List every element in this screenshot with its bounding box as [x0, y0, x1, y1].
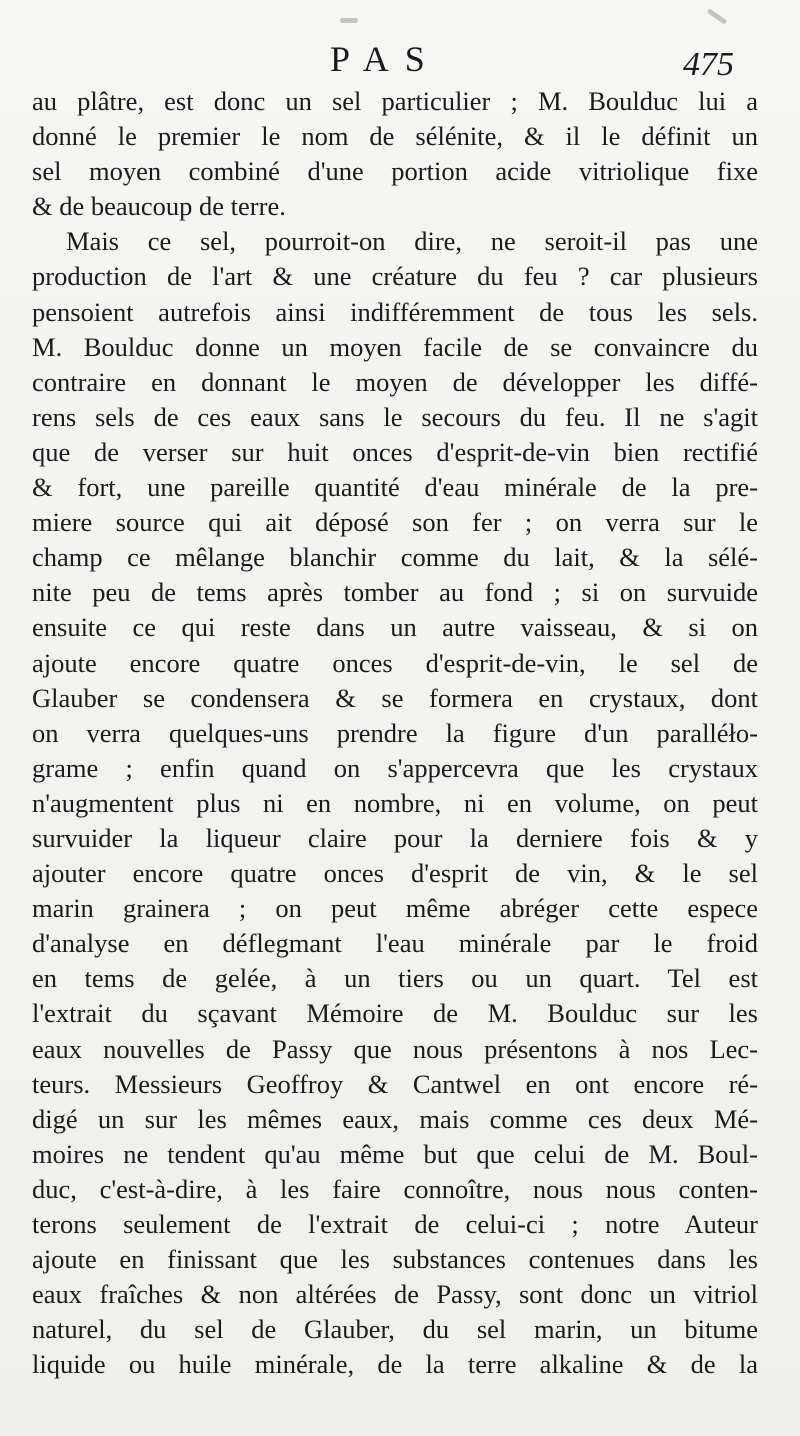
text-line: duc, c'est-à-dire, à les faire connoître, nous nous conten- [32, 1173, 758, 1204]
text-line: sel moyen combiné d'une portion acide vitriolique fixe [32, 156, 758, 187]
text-line: & fort, une pareille quantité d'eau minérale de la pre- [32, 472, 758, 503]
page-number: 475 [683, 46, 734, 83]
text-line: que de verser sur huit onces d'esprit-de-vin bien rectifié [32, 436, 758, 467]
text-line: marin grainera ; on peut même abréger cette espece [32, 893, 758, 924]
text-line: moires ne tendent qu'au même but que celui de M. Boul- [32, 1138, 758, 1169]
text-line: ajoute en finissant que les substances contenues dans les [32, 1244, 758, 1275]
text-line: M. Boulduc donne un moyen facile de se convaincre du [32, 331, 758, 362]
text-line: grame ; enfin quand on s'appercevra que les crystaux [32, 752, 758, 783]
text-line: donné le premier le nom de sélénite, & il le définit un [32, 121, 758, 152]
text-line: nite peu de tems après tomber au fond ; si on survuide [32, 577, 758, 608]
text-line: au plâtre, est donc un sel particulier ; M. Boulduc lui a [32, 86, 758, 116]
text-line: liquide ou huile minérale, de la terre alkaline & de la [32, 1349, 758, 1380]
text-line: contraire en donnant le moyen de développer les diffé- [32, 366, 758, 397]
text-line: eaux fraîches & non altérées de Passy, sont donc un vitriol [32, 1279, 758, 1310]
text-line: survuider la liqueur claire pour la derniere fois & y [32, 822, 758, 853]
text-line: ensuite ce qui reste dans un autre vaisseau, & si on [32, 612, 758, 643]
text-line: champ ce mêlange blanchir comme du lait, & la sélé- [32, 542, 758, 573]
text-line: terons seulement de l'extrait de celui-ci ; notre Auteur [32, 1209, 758, 1239]
text-line: pensoient autrefois ainsi indifféremment de tous les sels. [32, 296, 758, 327]
text-line: ajouter encore quatre onces d'esprit de vin, & le sel [32, 858, 758, 889]
running-head [0, 38, 800, 88]
text-line: n'augmentent plus ni en nombre, ni en volume, on peut [32, 787, 758, 818]
text-line: l'extrait du sçavant Mémoire de M. Boulduc sur les [32, 998, 758, 1029]
text-line: ajoute encore quatre onces d'esprit-de-vin, le sel de [32, 647, 758, 678]
text-line: digé un sur les mêmes eaux, mais comme ces deux Mé- [32, 1103, 758, 1134]
text-line: on verra quelques-uns prendre la figure d'un paralléło- [32, 717, 758, 748]
text-line: d'analyse en déflegmant l'eau minérale par le froid [32, 928, 758, 959]
text-line: en tems de gelée, à un tiers ou un quart. Tel est [32, 963, 758, 994]
body-text [32, 84, 758, 1382]
text-line: teurs. Messieurs Geoffroy & Cantwel en ont encore ré- [32, 1068, 758, 1099]
text-line: Mais ce sel, pourroit-on dire, ne seroit-il pas une [66, 226, 758, 257]
ink-speck [340, 18, 358, 23]
text-line: naturel, du sel de Glauber, du sel marin, un bitume [32, 1314, 758, 1345]
text-line: rens sels de ces eaux sans le secours du feu. Il ne s'agit [32, 401, 758, 432]
text-line: Glauber se condensera & se formera en crystaux, dont [32, 682, 758, 713]
text-line: miere source qui ait déposé son fer ; on verra sur le [32, 507, 758, 538]
text-line: & de beaucoup de terre. [32, 191, 286, 222]
text-line: eaux nouvelles de Passy que nous présentons à nos Lec- [32, 1033, 758, 1064]
running-title: PAS [330, 39, 441, 79]
ink-speck [707, 8, 728, 25]
text-line: production de l'art & une créature du feu ? car plusieurs [32, 261, 758, 292]
